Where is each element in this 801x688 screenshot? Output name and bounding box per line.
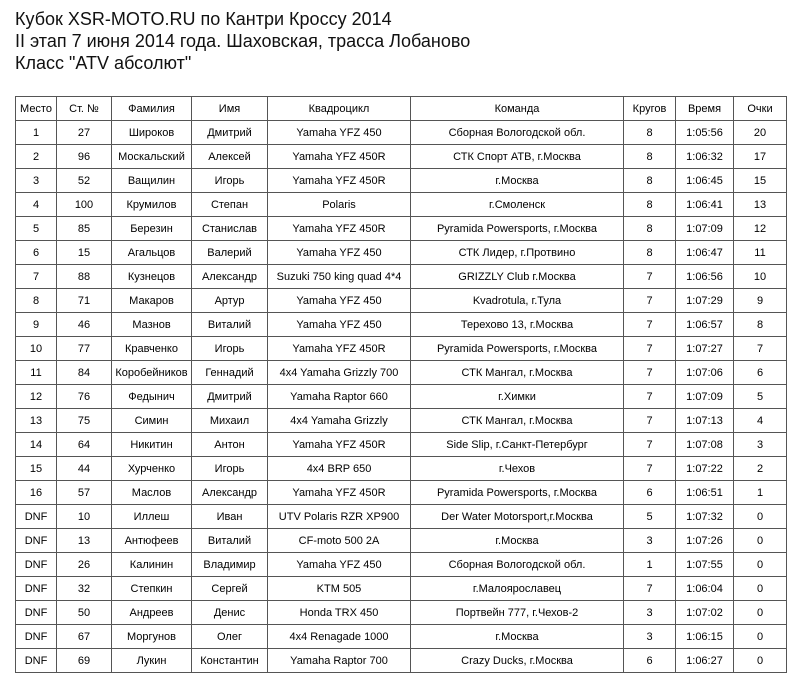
cell-start-number: 84 xyxy=(57,361,112,385)
table-row xyxy=(16,337,787,361)
cell-points: 7 xyxy=(734,337,787,361)
cell-points: 2 xyxy=(734,457,787,481)
table-row xyxy=(16,289,787,313)
cell-vehicle: Honda TRX 450 xyxy=(268,601,411,625)
cell-last-name: Мазнов xyxy=(112,313,192,337)
cell-time: 1:05:56 xyxy=(676,121,734,145)
cell-last-name: Иллеш xyxy=(112,505,192,529)
cell-laps: 7 xyxy=(624,265,676,289)
cell-start-number: 67 xyxy=(57,625,112,649)
cell-points: 12 xyxy=(734,217,787,241)
table-row xyxy=(16,361,787,385)
cell-time: 1:07:13 xyxy=(676,409,734,433)
cell-laps: 7 xyxy=(624,385,676,409)
cell-first-name: Александр xyxy=(192,481,268,505)
cell-laps: 6 xyxy=(624,649,676,673)
cell-vehicle: Yamaha YFZ 450 xyxy=(268,553,411,577)
cell-time: 1:06:56 xyxy=(676,265,734,289)
cell-first-name: Степан xyxy=(192,193,268,217)
cell-first-name: Дмитрий xyxy=(192,121,268,145)
cell-last-name: Москальский xyxy=(112,145,192,169)
cell-laps: 8 xyxy=(624,169,676,193)
cell-start-number: 46 xyxy=(57,313,112,337)
cell-first-name: Геннадий xyxy=(192,361,268,385)
cell-vehicle: Suzuki 750 king quad 4*4 xyxy=(268,265,411,289)
cell-start-number: 71 xyxy=(57,289,112,313)
cell-place: DNF xyxy=(16,601,57,625)
cell-last-name: Калинин xyxy=(112,553,192,577)
cell-place: 11 xyxy=(16,361,57,385)
cell-time: 1:07:55 xyxy=(676,553,734,577)
cell-last-name: Маслов xyxy=(112,481,192,505)
cell-points: 15 xyxy=(734,169,787,193)
table-row xyxy=(16,145,787,169)
cell-first-name: Иван xyxy=(192,505,268,529)
table-row xyxy=(16,649,787,673)
cell-last-name: Широков xyxy=(112,121,192,145)
page-header xyxy=(15,8,470,74)
cell-last-name: Никитин xyxy=(112,433,192,457)
cell-time: 1:07:08 xyxy=(676,433,734,457)
cell-team: Pyramida Powersports, г.Москва xyxy=(411,217,624,241)
cell-start-number: 26 xyxy=(57,553,112,577)
cell-time: 1:07:27 xyxy=(676,337,734,361)
cell-place: 6 xyxy=(16,241,57,265)
cell-time: 1:07:22 xyxy=(676,457,734,481)
cell-start-number: 96 xyxy=(57,145,112,169)
cell-start-number: 50 xyxy=(57,601,112,625)
cell-laps: 3 xyxy=(624,601,676,625)
cell-laps: 7 xyxy=(624,433,676,457)
column-header-points: Очки xyxy=(734,97,787,121)
cell-place: DNF xyxy=(16,625,57,649)
cell-last-name: Коробейников xyxy=(112,361,192,385)
class-name: Класс "ATV абсолют" xyxy=(15,53,192,73)
cell-vehicle: 4x4 Yamaha Grizzly 700 xyxy=(268,361,411,385)
cell-start-number: 85 xyxy=(57,217,112,241)
table-row xyxy=(16,409,787,433)
cell-vehicle: Yamaha YFZ 450 xyxy=(268,289,411,313)
cell-laps: 7 xyxy=(624,409,676,433)
cell-last-name: Хурченко xyxy=(112,457,192,481)
cell-points: 1 xyxy=(734,481,787,505)
cell-laps: 8 xyxy=(624,217,676,241)
cell-start-number: 15 xyxy=(57,241,112,265)
cell-first-name: Олег xyxy=(192,625,268,649)
cell-points: 13 xyxy=(734,193,787,217)
cell-team: СТК Лидер, г.Протвино xyxy=(411,241,624,265)
cell-team: Pyramida Powersports, г.Москва xyxy=(411,337,624,361)
cell-start-number: 52 xyxy=(57,169,112,193)
cell-points: 3 xyxy=(734,433,787,457)
cell-first-name: Денис xyxy=(192,601,268,625)
cell-start-number: 10 xyxy=(57,505,112,529)
cell-place: DNF xyxy=(16,649,57,673)
cell-place: 16 xyxy=(16,481,57,505)
cell-team: г.Химки xyxy=(411,385,624,409)
cell-place: DNF xyxy=(16,577,57,601)
cell-start-number: 32 xyxy=(57,577,112,601)
table-row xyxy=(16,601,787,625)
cell-time: 1:06:47 xyxy=(676,241,734,265)
cell-first-name: Игорь xyxy=(192,337,268,361)
table-row xyxy=(16,385,787,409)
cell-start-number: 100 xyxy=(57,193,112,217)
stage-info: II этап 7 июня 2014 года. Шаховская, трасса Лобаново xyxy=(15,31,471,51)
cell-place: 2 xyxy=(16,145,57,169)
cell-time: 1:07:26 xyxy=(676,529,734,553)
cell-points: 0 xyxy=(734,577,787,601)
cell-place: 5 xyxy=(16,217,57,241)
cell-points: 0 xyxy=(734,529,787,553)
cell-last-name: Агальцов xyxy=(112,241,192,265)
cell-team: Kvadrotula, г.Тула xyxy=(411,289,624,313)
cell-start-number: 88 xyxy=(57,265,112,289)
cell-last-name: Крумилов xyxy=(112,193,192,217)
cell-time: 1:07:09 xyxy=(676,217,734,241)
cell-start-number: 44 xyxy=(57,457,112,481)
cell-last-name: Симин xyxy=(112,409,192,433)
cell-time: 1:06:51 xyxy=(676,481,734,505)
cell-points: 0 xyxy=(734,553,787,577)
cell-team: Портвейн 777, г.Чехов-2 xyxy=(411,601,624,625)
cell-last-name: Моргунов xyxy=(112,625,192,649)
cell-start-number: 13 xyxy=(57,529,112,553)
table-row xyxy=(16,121,787,145)
cell-last-name: Степкин xyxy=(112,577,192,601)
cell-start-number: 69 xyxy=(57,649,112,673)
cell-first-name: Антон xyxy=(192,433,268,457)
cell-vehicle: UTV Polaris RZR XP900 xyxy=(268,505,411,529)
cell-first-name: Игорь xyxy=(192,457,268,481)
table-row xyxy=(16,529,787,553)
cell-points: 20 xyxy=(734,121,787,145)
cell-team: СТК Мангал, г.Москва xyxy=(411,361,624,385)
cell-team: г.Москва xyxy=(411,529,624,553)
cell-team: GRIZZLY Club г.Москва xyxy=(411,265,624,289)
cell-place: 1 xyxy=(16,121,57,145)
cell-first-name: Сергей xyxy=(192,577,268,601)
cell-time: 1:07:06 xyxy=(676,361,734,385)
cell-start-number: 76 xyxy=(57,385,112,409)
cell-time: 1:07:32 xyxy=(676,505,734,529)
results-table xyxy=(15,96,787,673)
cell-vehicle: Yamaha YFZ 450 xyxy=(268,121,411,145)
table-row xyxy=(16,433,787,457)
cell-points: 0 xyxy=(734,505,787,529)
cell-place: 9 xyxy=(16,313,57,337)
cell-laps: 8 xyxy=(624,145,676,169)
cell-laps: 1 xyxy=(624,553,676,577)
table-body xyxy=(16,121,787,673)
cell-laps: 7 xyxy=(624,337,676,361)
cell-time: 1:07:09 xyxy=(676,385,734,409)
cell-last-name: Лукин xyxy=(112,649,192,673)
cell-points: 4 xyxy=(734,409,787,433)
cell-points: 0 xyxy=(734,625,787,649)
table-row xyxy=(16,505,787,529)
cell-team: г.Малоярославец xyxy=(411,577,624,601)
cell-vehicle: Yamaha Raptor 660 xyxy=(268,385,411,409)
cell-first-name: Константин xyxy=(192,649,268,673)
column-header-start-number: Ст. № xyxy=(57,97,112,121)
cell-place: 15 xyxy=(16,457,57,481)
cell-time: 1:06:04 xyxy=(676,577,734,601)
cell-points: 11 xyxy=(734,241,787,265)
cell-team: Сборная Вологодской обл. xyxy=(411,121,624,145)
cell-time: 1:07:29 xyxy=(676,289,734,313)
cell-start-number: 57 xyxy=(57,481,112,505)
cell-first-name: Станислав xyxy=(192,217,268,241)
cell-laps: 7 xyxy=(624,289,676,313)
cell-vehicle: Yamaha YFZ 450R xyxy=(268,337,411,361)
cell-first-name: Игорь xyxy=(192,169,268,193)
cell-points: 17 xyxy=(734,145,787,169)
cell-first-name: Алексей xyxy=(192,145,268,169)
cell-vehicle: Yamaha YFZ 450R xyxy=(268,481,411,505)
cell-time: 1:06:27 xyxy=(676,649,734,673)
cell-laps: 5 xyxy=(624,505,676,529)
cell-points: 0 xyxy=(734,601,787,625)
cell-first-name: Виталий xyxy=(192,313,268,337)
cell-start-number: 75 xyxy=(57,409,112,433)
cell-vehicle: Yamaha YFZ 450R xyxy=(268,217,411,241)
cell-team: Pyramida Powersports, г.Москва xyxy=(411,481,624,505)
cell-time: 1:06:57 xyxy=(676,313,734,337)
cell-place: 4 xyxy=(16,193,57,217)
cell-vehicle: 4x4 BRP 650 xyxy=(268,457,411,481)
table-row xyxy=(16,193,787,217)
cell-time: 1:06:32 xyxy=(676,145,734,169)
cell-first-name: Артур xyxy=(192,289,268,313)
cell-points: 0 xyxy=(734,649,787,673)
table-header-row xyxy=(16,97,787,121)
cell-place: DNF xyxy=(16,505,57,529)
cell-team: Терехово 13, г.Москва xyxy=(411,313,624,337)
cell-vehicle: 4x4 Yamaha Grizzly xyxy=(268,409,411,433)
cell-vehicle: Yamaha YFZ 450R xyxy=(268,145,411,169)
cell-laps: 6 xyxy=(624,481,676,505)
cell-start-number: 64 xyxy=(57,433,112,457)
cell-place: 3 xyxy=(16,169,57,193)
cell-laps: 3 xyxy=(624,529,676,553)
column-header-first-name: Имя xyxy=(192,97,268,121)
cell-vehicle: Yamaha YFZ 450 xyxy=(268,313,411,337)
cell-last-name: Кравченко xyxy=(112,337,192,361)
cell-last-name: Антюфеев xyxy=(112,529,192,553)
cell-points: 5 xyxy=(734,385,787,409)
cell-laps: 3 xyxy=(624,625,676,649)
column-header-team: Команда xyxy=(411,97,624,121)
cell-laps: 7 xyxy=(624,457,676,481)
cell-team: Сборная Вологодской обл. xyxy=(411,553,624,577)
table-row xyxy=(16,457,787,481)
cell-last-name: Федынич xyxy=(112,385,192,409)
cell-time: 1:06:41 xyxy=(676,193,734,217)
cell-laps: 7 xyxy=(624,313,676,337)
cell-team: г.Москва xyxy=(411,169,624,193)
cell-place: 14 xyxy=(16,433,57,457)
cell-team: СТК Спорт АТВ, г.Москва xyxy=(411,145,624,169)
cell-points: 8 xyxy=(734,313,787,337)
column-header-place: Место xyxy=(16,97,57,121)
cell-laps: 7 xyxy=(624,361,676,385)
cell-place: 13 xyxy=(16,409,57,433)
column-header-last-name: Фамилия xyxy=(112,97,192,121)
cell-vehicle: CF-moto 500 2A xyxy=(268,529,411,553)
cell-points: 9 xyxy=(734,289,787,313)
cell-place: 8 xyxy=(16,289,57,313)
cell-place: DNF xyxy=(16,553,57,577)
cell-place: 7 xyxy=(16,265,57,289)
cell-first-name: Виталий xyxy=(192,529,268,553)
table-row xyxy=(16,553,787,577)
cell-team: Side Slip, г.Санкт-Петербург xyxy=(411,433,624,457)
cell-place: 10 xyxy=(16,337,57,361)
cell-first-name: Александр xyxy=(192,265,268,289)
cell-place: 12 xyxy=(16,385,57,409)
cell-team: Der Water Motorsport,г.Москва xyxy=(411,505,624,529)
table-row xyxy=(16,313,787,337)
column-header-laps: Кругов xyxy=(624,97,676,121)
table-row xyxy=(16,577,787,601)
table-row xyxy=(16,217,787,241)
cell-start-number: 27 xyxy=(57,121,112,145)
column-header-vehicle: Квадроцикл xyxy=(268,97,411,121)
cell-laps: 8 xyxy=(624,193,676,217)
competition-title: Кубок XSR-MOTO.RU по Кантри Кроссу 2014 xyxy=(15,9,392,29)
cell-last-name: Ващилин xyxy=(112,169,192,193)
cell-start-number: 77 xyxy=(57,337,112,361)
cell-first-name: Михаил xyxy=(192,409,268,433)
cell-last-name: Андреев xyxy=(112,601,192,625)
cell-vehicle: Yamaha YFZ 450R xyxy=(268,433,411,457)
cell-last-name: Березин xyxy=(112,217,192,241)
cell-vehicle: Yamaha YFZ 450R xyxy=(268,169,411,193)
table-row xyxy=(16,241,787,265)
cell-vehicle: Polaris xyxy=(268,193,411,217)
cell-team: г.Чехов xyxy=(411,457,624,481)
cell-team: г.Смоленск xyxy=(411,193,624,217)
cell-vehicle: KTM 505 xyxy=(268,577,411,601)
table-row xyxy=(16,169,787,193)
cell-laps: 8 xyxy=(624,121,676,145)
cell-vehicle: Yamaha Raptor 700 xyxy=(268,649,411,673)
cell-laps: 8 xyxy=(624,241,676,265)
cell-laps: 7 xyxy=(624,577,676,601)
cell-vehicle: Yamaha YFZ 450 xyxy=(268,241,411,265)
table-row xyxy=(16,625,787,649)
cell-place: DNF xyxy=(16,529,57,553)
cell-vehicle: 4x4 Renagade 1000 xyxy=(268,625,411,649)
cell-first-name: Дмитрий xyxy=(192,385,268,409)
cell-team: Crazy Ducks, г.Москва xyxy=(411,649,624,673)
cell-last-name: Кузнецов xyxy=(112,265,192,289)
cell-team: г.Москва xyxy=(411,625,624,649)
column-header-time: Время xyxy=(676,97,734,121)
cell-first-name: Валерий xyxy=(192,241,268,265)
table-row xyxy=(16,265,787,289)
cell-points: 10 xyxy=(734,265,787,289)
cell-last-name: Макаров xyxy=(112,289,192,313)
cell-first-name: Владимир xyxy=(192,553,268,577)
cell-points: 6 xyxy=(734,361,787,385)
cell-time: 1:07:02 xyxy=(676,601,734,625)
cell-time: 1:06:15 xyxy=(676,625,734,649)
cell-team: СТК Мангал, г.Москва xyxy=(411,409,624,433)
cell-time: 1:06:45 xyxy=(676,169,734,193)
table-row xyxy=(16,481,787,505)
